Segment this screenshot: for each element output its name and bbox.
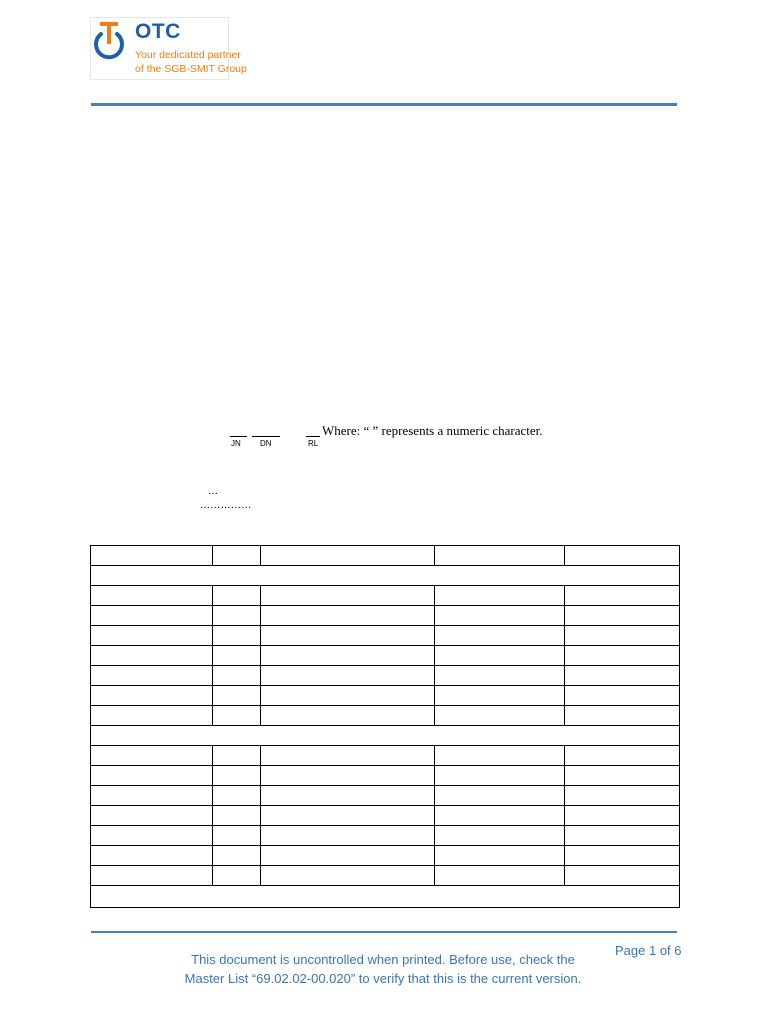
table-cell	[91, 606, 213, 626]
table-cell	[261, 786, 435, 806]
table-row	[91, 646, 680, 666]
table-cell	[213, 606, 261, 626]
table-section-row	[91, 566, 680, 586]
table-cell	[261, 606, 435, 626]
power-icon	[91, 18, 135, 78]
table-cell	[565, 746, 680, 766]
table-cell	[565, 686, 680, 706]
table-row	[91, 706, 680, 726]
table-cell	[213, 626, 261, 646]
table-cell	[435, 786, 565, 806]
table-cell	[213, 786, 261, 806]
table-row	[91, 846, 680, 866]
table-cell	[91, 786, 213, 806]
table-cell	[435, 546, 565, 566]
table-row	[91, 766, 680, 786]
table-cell	[565, 606, 680, 626]
table-cell	[435, 626, 565, 646]
logo-tagline	[135, 48, 247, 76]
blank-dn	[252, 436, 280, 437]
table-cell	[91, 626, 213, 646]
table-cell	[213, 826, 261, 846]
table-cell	[261, 706, 435, 726]
label-jn: JN	[231, 439, 241, 448]
table-cell	[261, 626, 435, 646]
table-cell	[435, 866, 565, 886]
company-logo	[90, 17, 247, 80]
table-cell	[435, 706, 565, 726]
table-cell	[91, 706, 213, 726]
table-cell	[91, 666, 213, 686]
table-cell	[565, 626, 680, 646]
table-cell	[91, 746, 213, 766]
table-cell	[213, 866, 261, 886]
table-cell	[565, 666, 680, 686]
table-cell	[261, 686, 435, 706]
reference-code-format	[228, 422, 588, 452]
table-row	[91, 686, 680, 706]
header-divider	[91, 103, 677, 106]
table-cell	[435, 806, 565, 826]
dots-line-1: …	[208, 486, 218, 497]
table-row	[91, 806, 680, 826]
table-cell	[91, 806, 213, 826]
table-cell	[261, 586, 435, 606]
table-cell	[435, 746, 565, 766]
table-cell	[565, 646, 680, 666]
table-row	[91, 626, 680, 646]
table-cell	[91, 726, 680, 746]
table-section-row	[91, 726, 680, 746]
table-cell	[435, 766, 565, 786]
table-cell	[261, 646, 435, 666]
logo-name: OTC	[135, 20, 181, 43]
table-row	[91, 666, 680, 686]
table-cell	[261, 666, 435, 686]
table-row	[91, 826, 680, 846]
table-cell	[565, 766, 680, 786]
table-cell	[213, 586, 261, 606]
table-cell	[565, 706, 680, 726]
table-row	[91, 606, 680, 626]
table-cell	[565, 806, 680, 826]
table-cell	[213, 706, 261, 726]
page-number: Page 1 of 6	[615, 943, 682, 958]
table-cell	[261, 806, 435, 826]
blank-rl	[306, 436, 320, 437]
label-rl: RL	[308, 439, 319, 448]
table-cell	[91, 686, 213, 706]
footer-divider	[91, 931, 677, 933]
table-cell	[565, 866, 680, 886]
footer-note-line1: This document is uncontrolled when printed. Before use, check the	[191, 952, 575, 967]
table-cell	[91, 766, 213, 786]
table-cell	[91, 866, 213, 886]
table-cell	[91, 826, 213, 846]
table-cell	[261, 866, 435, 886]
table-cell	[261, 546, 435, 566]
table-cell	[435, 686, 565, 706]
logo-tagline-line2: of the SGB-SMIT Group	[135, 63, 247, 75]
dots-line-2: ……………	[200, 500, 252, 511]
where-note: Where: “ ” represents a numeric character.	[322, 423, 543, 438]
table-cell	[213, 686, 261, 706]
table-cell	[565, 546, 680, 566]
uncontrolled-copy-note	[150, 950, 616, 988]
footer-note-line2: Master List “69.02.02-00.020” to verify that this is the current version.	[184, 971, 582, 986]
table-cell	[213, 666, 261, 686]
table-cell	[565, 586, 680, 606]
table-cell	[213, 766, 261, 786]
table-cell	[261, 846, 435, 866]
table-section-row	[91, 886, 680, 908]
table-row	[91, 546, 680, 566]
table-cell	[213, 546, 261, 566]
table-cell	[91, 566, 680, 586]
table-cell	[91, 846, 213, 866]
table-row	[91, 786, 680, 806]
table-row	[91, 866, 680, 886]
table-cell	[261, 826, 435, 846]
table-cell	[435, 666, 565, 686]
table-cell	[91, 646, 213, 666]
table-cell	[91, 886, 680, 908]
table-row	[91, 746, 680, 766]
label-dn: DN	[260, 439, 272, 448]
table-cell	[213, 806, 261, 826]
document-table	[90, 545, 680, 908]
table-cell	[435, 586, 565, 606]
table-cell	[435, 646, 565, 666]
table-cell	[565, 826, 680, 846]
table-cell	[565, 846, 680, 866]
table-cell	[565, 786, 680, 806]
blank-jn	[230, 436, 247, 437]
table-cell	[261, 746, 435, 766]
table-cell	[91, 546, 213, 566]
table-cell	[435, 826, 565, 846]
table-row	[91, 586, 680, 606]
logo-tagline-line1: Your dedicated partner	[135, 49, 241, 61]
table-cell	[435, 846, 565, 866]
table-cell	[213, 846, 261, 866]
table-cell	[213, 746, 261, 766]
table-cell	[91, 586, 213, 606]
table-cell	[261, 766, 435, 786]
table-cell	[213, 646, 261, 666]
table-cell	[435, 606, 565, 626]
